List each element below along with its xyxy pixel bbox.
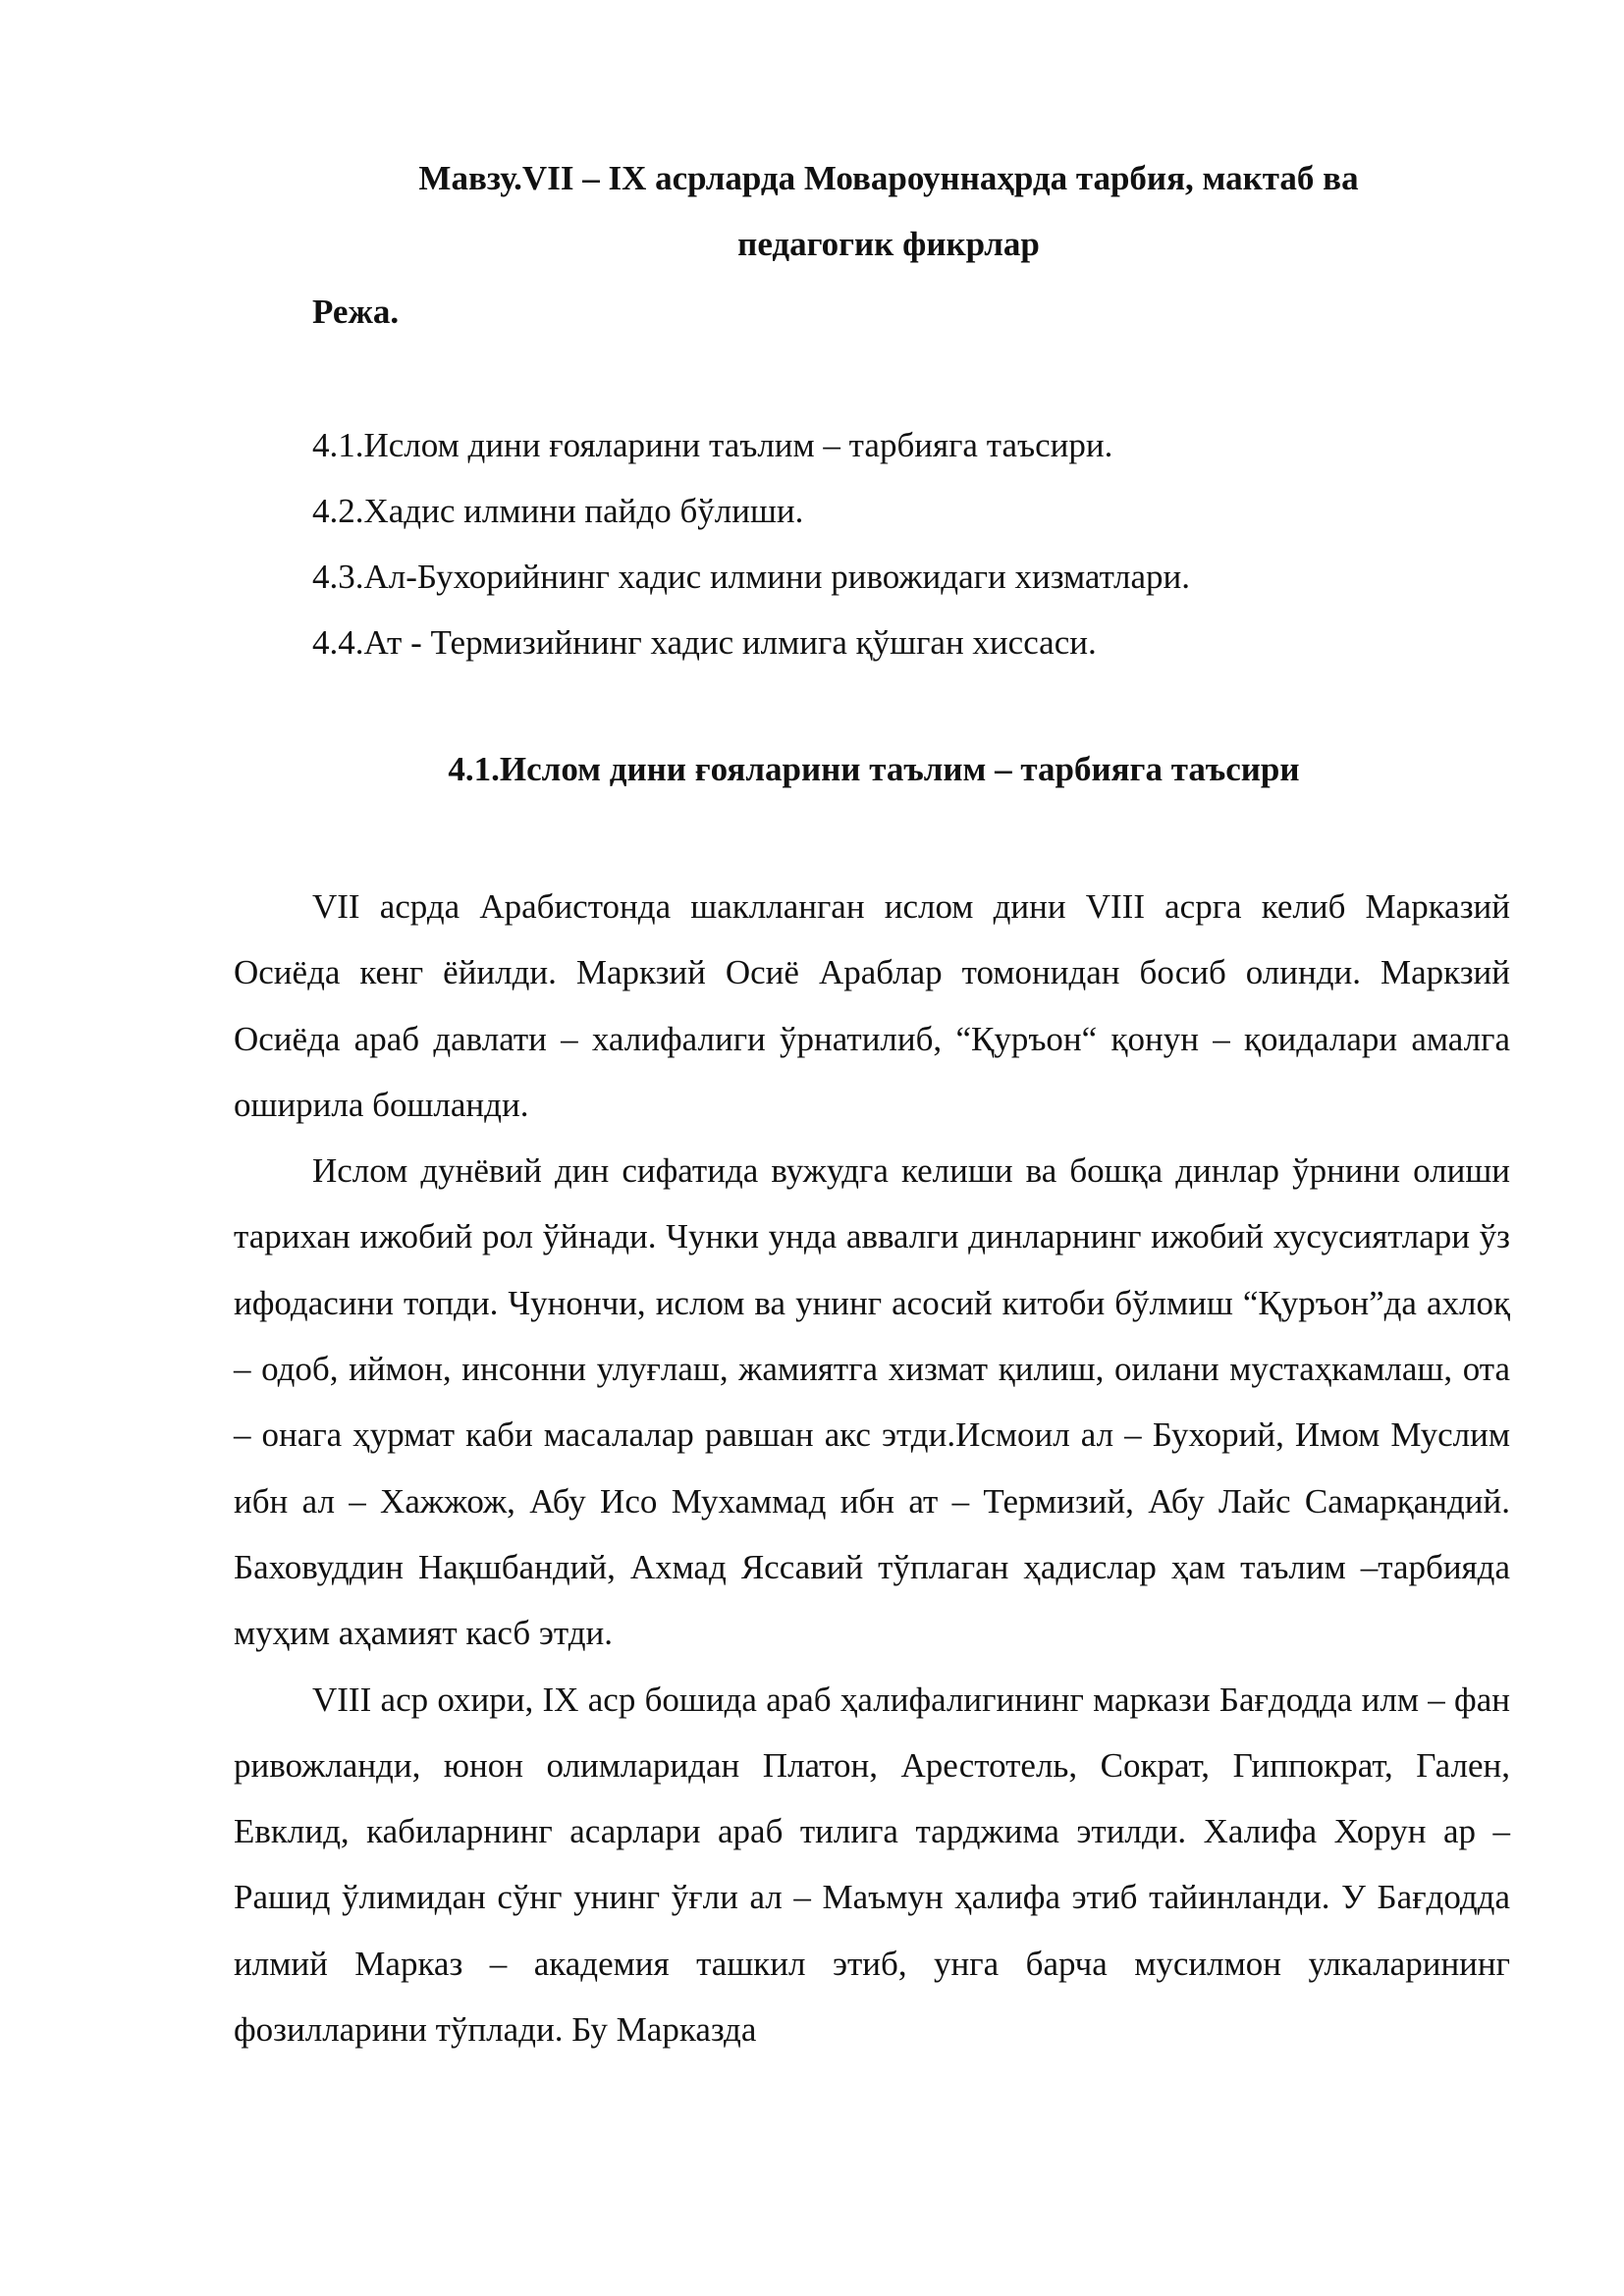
plan-item: 4.4.Ат - Термизийнинг хадис илмига қўшган хиссаси. <box>312 623 1097 662</box>
page-title <box>324 145 1453 277</box>
title-line-2: педагогик фикрлар <box>737 225 1040 263</box>
plan-item: 4.2.Хадис илмини пайдо бўлиши. <box>312 492 804 530</box>
paragraph: Ислом дунёвий дин сифатида вужудга келиши ва бошқа динлар ўрнини олиши тарихан ижобий рол ўйнади. Чунки унда аввалги динларнинг ижобий хусусиятлари ўз ифодасини топди. Чунончи, ислом ва унинг асосий китоби бўлмиш “Қуръон”да ахлоқ – одоб, иймон, инсонни улуғлаш, жамиятга хизмат қилиш, оилани мустаҳкамлаш, ота – онага ҳурмат каби масалалар равшан акс этди.Исмоил ал – Бухорий, Имом Муслим ибн ал – Хажжож, Абу Исо Мухаммад ибн ат – Термизий, Абу Лайс Самарқандий. Баховуддин Нақшбандий, Ахмад Яссавий тўплаган ҳадислар ҳам таълим –тарбияда муҳим аҳамият касб этди. <box>234 1151 1510 1653</box>
body-text <box>234 874 1510 2062</box>
plan-item: 4.3.Ал-Бухорийнинг хадис илмини ривожидаги хизматлари. <box>312 558 1190 596</box>
paragraph: VIII аср охири, IX аср бошида араб ҳалифалигининг маркази Бағдодда илм – фан ривожланди, юнон олимларидан Платон, Арестотель, Сократ, Гиппократ, Гален, Евклид, кабиларнинг асарлари араб тилига тарджима этилди. Халифа Хорун ар – Рашид ўлимидан сўнг унинг ўғли ал – Маъмун ҳалифа этиб тайинланди. У Бағдодда илмий Марказ – академия ташкил этиб, унга барча мусилмон улкаларининг фозилларини тўплади. Бу Марказда <box>234 1680 1510 2050</box>
title-line-1: Мавзу.VII – IX асрларда Мовароуннаҳрда тарбия, мактаб ва <box>418 159 1359 197</box>
paragraph: VII асрда Арабистонда шаклланган ислом дини VIII асрга келиб Марказий Осиёда кенг ёйилди. Маркзий Осиё Араблар томонидан босиб олинди. Маркзий Осиёда араб давлати – халифалиги ўрнатилиб, “Қуръон“ қонун – қоидалари амалга оширила бошланди. <box>234 887 1510 1124</box>
plan-label: Режа. <box>312 293 400 331</box>
plan-item: 4.1.Ислом дини ғояларини таълим – тарбияга таъсири. <box>312 426 1113 464</box>
plan-list <box>312 412 1190 675</box>
section-heading: 4.1.Ислом дини ғояларини таълим – тарбияга таъсири <box>448 750 1300 788</box>
